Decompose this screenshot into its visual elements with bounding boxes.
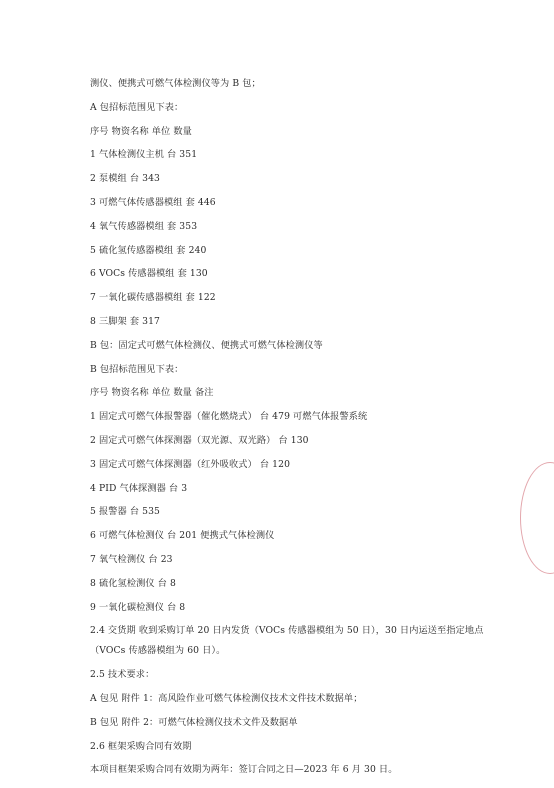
table-b-row: 2 固定式可燃气体探测器（双光源、双光路） 台 130 bbox=[90, 434, 309, 446]
table-b-row: 5 报警器 台 535 bbox=[90, 506, 160, 518]
section-heading: 2.5 技术要求： bbox=[90, 669, 155, 681]
text-line: 测仪、便携式可燃气体检测仪等为 B 包； bbox=[90, 78, 261, 89]
table-a-row: 4 氧气传感器模组 套 353 bbox=[90, 220, 198, 232]
table-a-row: 2 泵模组 台 343 bbox=[90, 173, 160, 185]
text-line: A 包见 附件 1：高风险作业可燃气体检测仪技术文件技术数据单； bbox=[90, 692, 363, 704]
document-body bbox=[90, 78, 530, 788]
text-line: B 包招标范围见下表： bbox=[90, 363, 184, 375]
table-b-row: 8 硫化氢检测仪 台 8 bbox=[90, 577, 176, 589]
table-a-header: 序号 物资名称 单位 数量 bbox=[90, 125, 192, 137]
text-line: 2.4 交货期 收到采购订单 20 日内发货（VOCs 传感器模组为 50 日），30 日内运送至指定地点 bbox=[90, 625, 484, 637]
text-line: （VOCs 传感器模组为 60 日）。 bbox=[90, 645, 226, 657]
table-b-row: 4 PID 气体探测器 台 3 bbox=[90, 482, 188, 494]
text-line: B 包：固定式可燃气体检测仪、便携式可燃气体检测仪等 bbox=[90, 339, 323, 351]
text-line: A 包招标范围见下表： bbox=[90, 101, 184, 113]
table-b-row: 3 固定式可燃气体探测器（红外吸收式） 台 120 bbox=[90, 458, 291, 470]
table-b-row: 6 可燃气体检测仪 台 201 便携式气体检测仪 bbox=[90, 530, 275, 542]
table-a-row: 5 硫化氢传感器模组 套 240 bbox=[90, 244, 207, 256]
table-b-row: 9 一氧化碳检测仪 台 8 bbox=[90, 601, 186, 613]
table-a-row: 6 VOCs 传感器模组 套 130 bbox=[90, 268, 208, 280]
table-a-row: 3 可燃气体传感器模组 套 446 bbox=[90, 196, 216, 208]
text-line: B 包见 附件 2：可燃气体检测仪技术文件及数据单 bbox=[90, 716, 298, 728]
text-line: 本项目框架采购合同有效期为两年：签订合同之日—2023 年 6 月 30 日。 bbox=[90, 764, 398, 776]
table-b-row: 7 氧气检测仪 台 23 bbox=[90, 553, 173, 565]
table-a-row: 7 一氧化碳传感器模组 套 122 bbox=[90, 292, 216, 304]
table-a-row: 8 三脚架 套 317 bbox=[90, 315, 160, 327]
table-b-row: 1 固定式可燃气体报警器（催化燃烧式） 台 479 可燃气体报警系统 bbox=[90, 411, 368, 423]
section-heading: 2.6 框架采购合同有效期 bbox=[90, 740, 192, 752]
table-a-row: 1 气体检测仪主机 台 351 bbox=[90, 149, 198, 161]
table-b-header: 序号 物资名称 单位 数量 备注 bbox=[90, 387, 214, 399]
